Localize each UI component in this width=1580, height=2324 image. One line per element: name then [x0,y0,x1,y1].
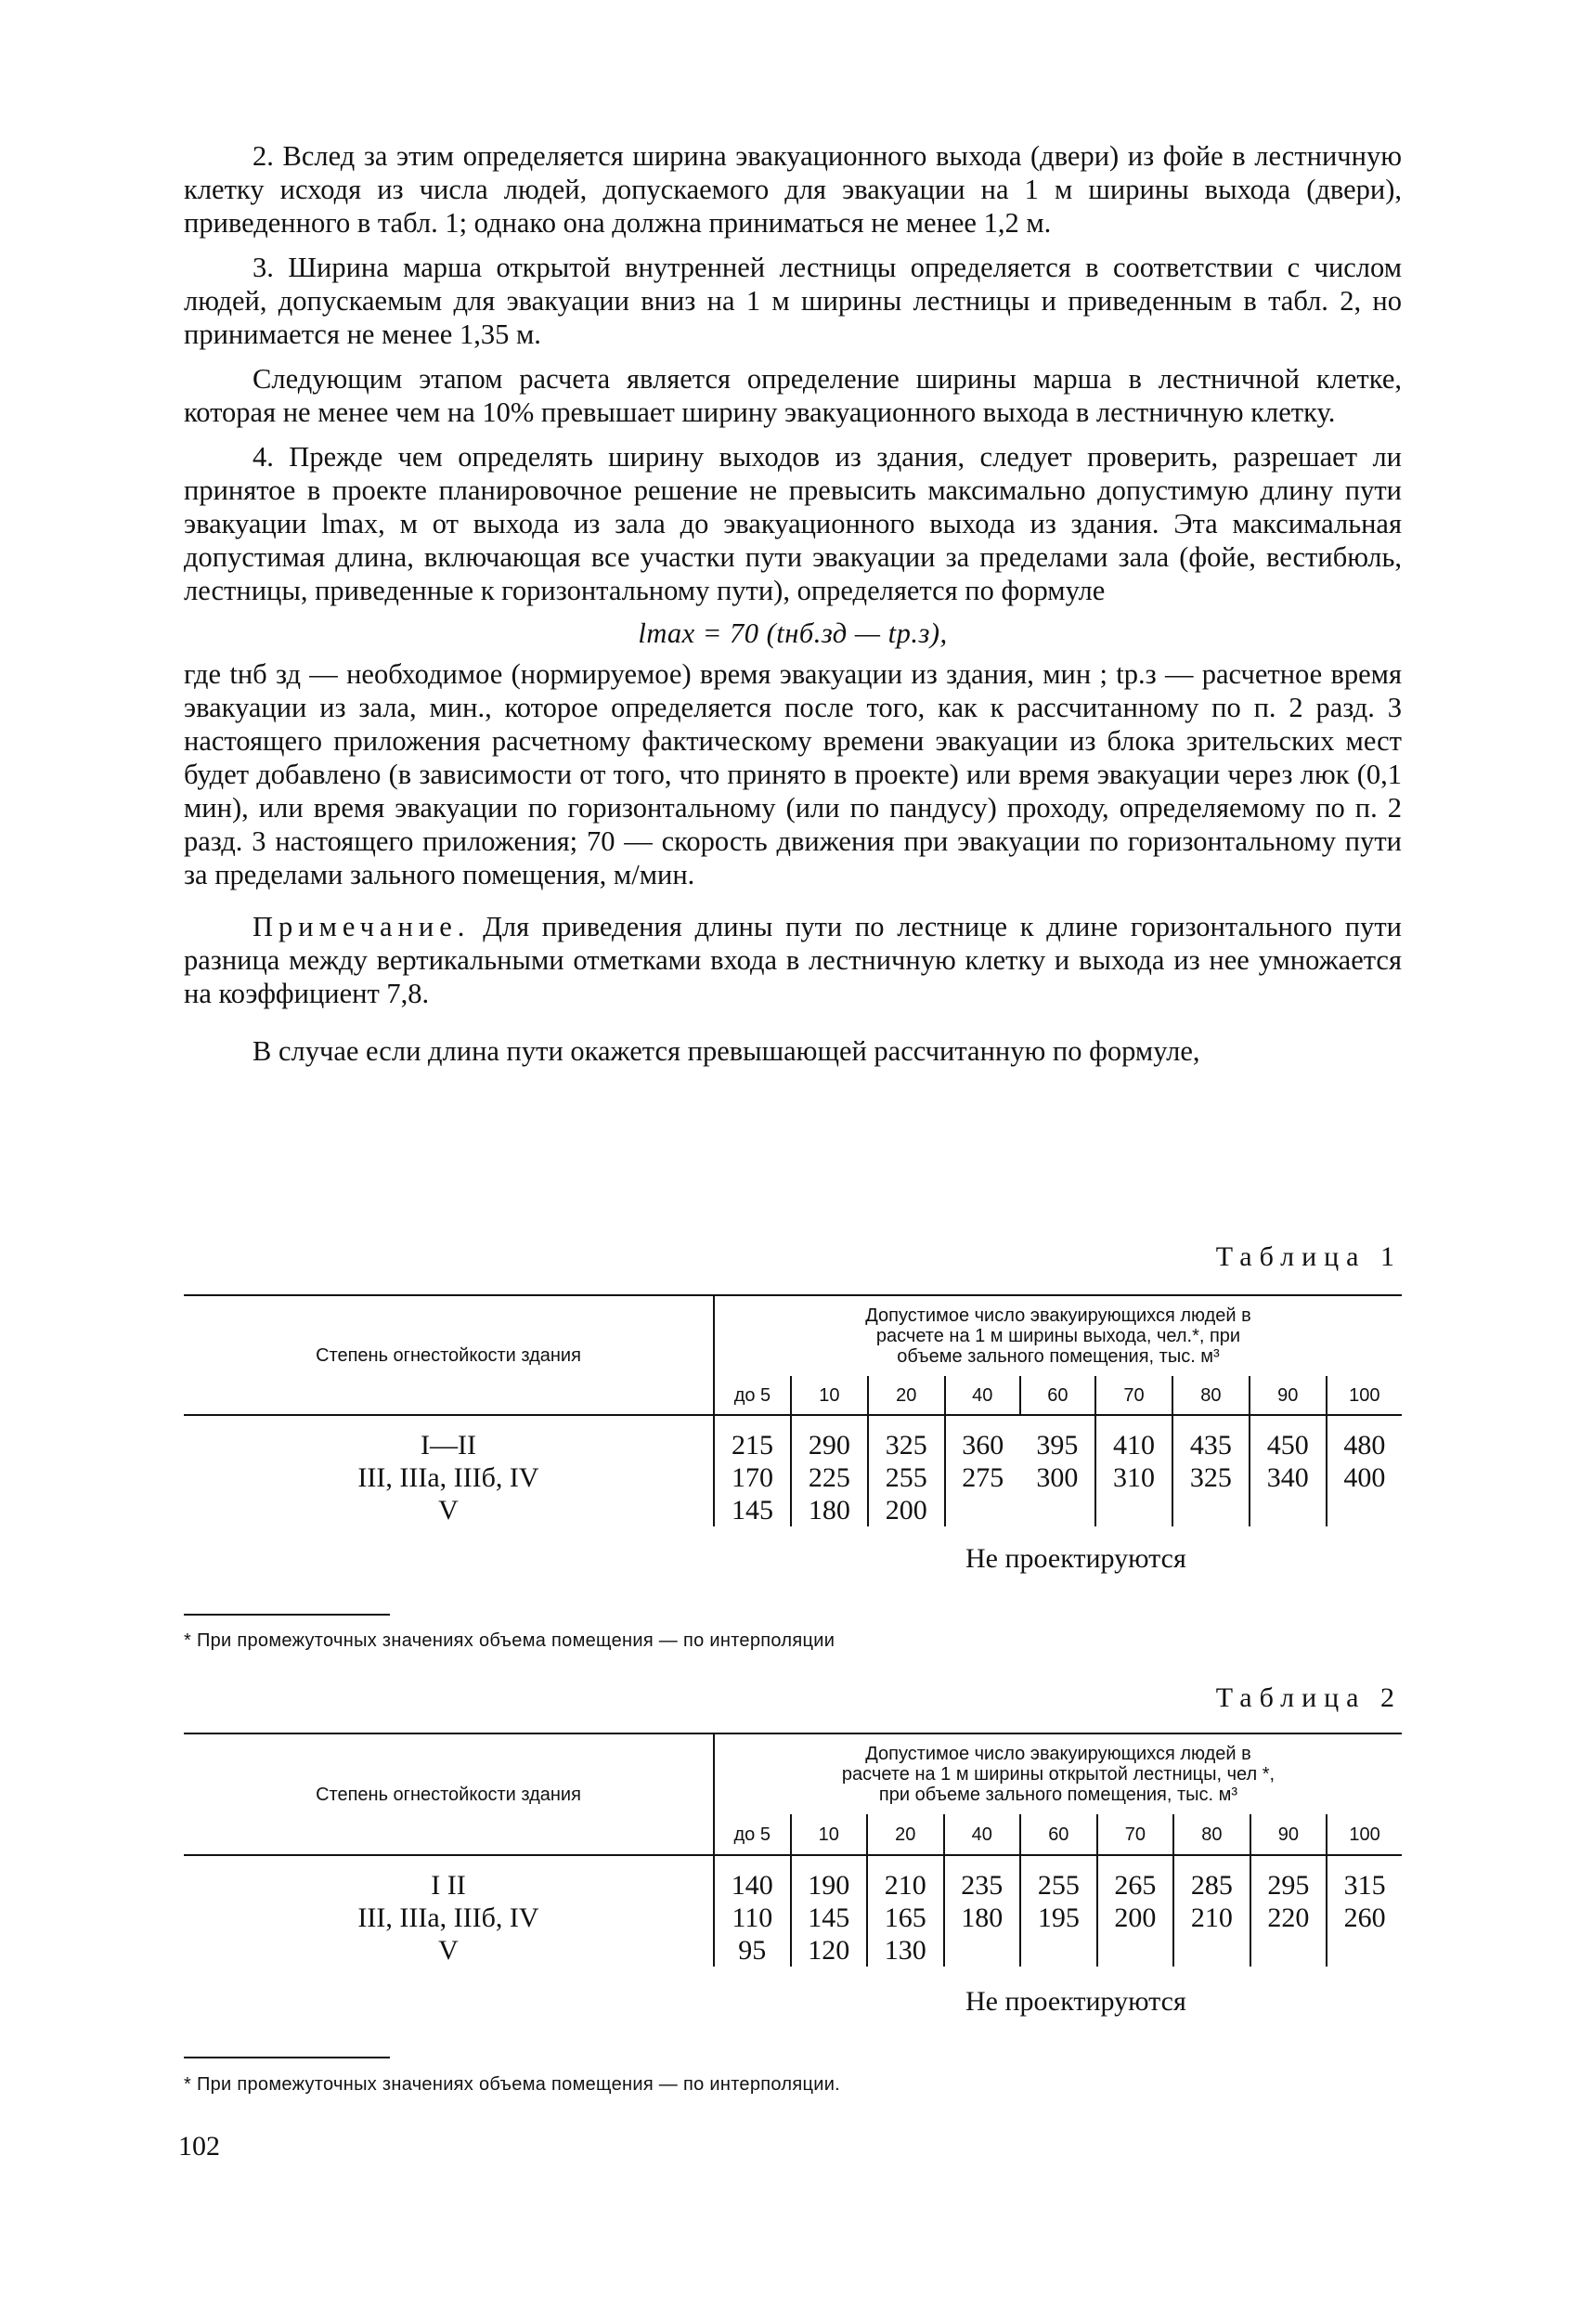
table1-column-values [1250,1415,1327,1526]
table2-col-header: 40 [944,1814,1021,1855]
table1-col-header: 10 [791,1376,868,1415]
body-text [184,139,1402,1068]
table1-caption: Таблица 1 [1215,1241,1402,1272]
table2-footnote: * При промежуточных значениях объема помещения — по интерполяции. [184,2074,841,2095]
table2-value: 180 [961,1902,1004,1933]
table2-caption: Таблица 2 [1215,1682,1402,1713]
table1-value: 410 [1112,1430,1155,1461]
table2-grade: V [438,1935,459,1966]
table2-value: 200 [1114,1902,1157,1933]
table1-grade-cell [184,1415,714,1526]
table1-value: 310 [1112,1462,1155,1493]
table2-col-header: до 5 [714,1814,791,1855]
table2-value: 190 [808,1870,850,1901]
table2-column-values [1020,1855,1097,1967]
table1-value: 450 [1266,1430,1309,1461]
table2-value: 210 [884,1870,926,1901]
table2-value: 95 [738,1935,767,1966]
table2-value: 145 [808,1902,850,1933]
table2-col-header: 90 [1250,1814,1327,1855]
table2-col-header: 80 [1173,1814,1250,1855]
table2-column-values [944,1855,1021,1967]
table2-value: 285 [1190,1870,1233,1901]
table2-value: 140 [731,1870,773,1901]
paragraph-last: В случае если длина пути окажется превышающей рассчитанную по формуле, [253,1035,1200,1067]
table1-value: 400 [1343,1462,1386,1493]
table2-value: 255 [1037,1870,1080,1901]
table1-value: 225 [808,1462,850,1493]
table1-value: 200 [885,1495,927,1526]
table1-column-values [1095,1415,1172,1526]
table2-value: 295 [1267,1870,1310,1901]
paragraph-2: 2. Вслед за этим определяется ширина эвакуационного выхода (двери) из фойе в лестничную клетку исходя из числа людей, допускаемого для эвакуации на 1 м ширины выхода (двери), приведенного в табл. 1; однако она должна приниматься не менее 1,2 м. [184,140,1402,239]
table1-col-header: 80 [1172,1376,1250,1415]
table2 [184,1733,1402,1967]
table1-grade: I—II [421,1430,476,1461]
table2-column-values [1097,1855,1174,1967]
table1-col-header: 60 [1020,1376,1095,1415]
table2-value: 315 [1343,1870,1386,1901]
table1-value: 275 [962,1462,1004,1493]
table1-col-header: 20 [868,1376,945,1415]
table2-col-header: 100 [1327,1814,1402,1855]
table1-value: 360 [962,1430,1004,1461]
table2-column-values [714,1855,791,1967]
table1-footnote-rule [184,1614,390,1616]
table1-value: 395 [1036,1430,1079,1461]
table2-column-values [1250,1855,1327,1967]
table1-col-header: до 5 [714,1376,791,1415]
table1-value: 340 [1266,1462,1309,1493]
table2-footnote-rule [184,2057,390,2058]
note-label: Примечание. [253,911,471,942]
table1-value: 325 [885,1430,927,1461]
table1-column-values [945,1415,1020,1526]
table2-group-header: Допустимое число эвакуирующихся людей в расчете на 1 м ширины открытой лестницы, чел *, при объеме зального помещения, тыс. м³ [714,1733,1402,1814]
table2-column-values [1173,1855,1250,1967]
formula-lmax: lmax = 70 (tнб.зд — tр.з), [638,617,948,649]
table1-value: 170 [731,1462,773,1493]
table1-grade: III, IIIa, IIIб, IV [357,1462,539,1493]
table1-column-values [714,1415,791,1526]
table2-col-header: 60 [1020,1814,1097,1855]
table1-not-designed: Не проектируются [965,1543,1186,1574]
table1-column-values [1020,1415,1095,1526]
table2-column-values [1327,1855,1402,1967]
table2-col-header: 10 [791,1814,868,1855]
table1-col-header: 100 [1327,1376,1402,1415]
table2-not-designed: Не проектируются [965,1986,1186,2017]
table1-value: 325 [1189,1462,1232,1493]
table1-group-header: Допустимое число эвакуирующихся людей в расчете на 1 м ширины выхода, чел.*, при объеме зального помещения, тыс. м³ [714,1295,1402,1376]
table2-value: 195 [1037,1902,1080,1933]
table1-value: 435 [1189,1430,1232,1461]
table2-value: 120 [808,1935,850,1966]
table2-column-values [791,1855,868,1967]
table2-value: 220 [1267,1902,1310,1933]
table1-grade-header: Степень огнестойкости здания [184,1295,714,1415]
table2-value: 210 [1190,1902,1233,1933]
paragraph-where: где tнб зд — необходимое (нормируемое) время эвакуации из здания, мин ; tр.з — расчетное время эвакуации из зала, мин., которое определяется после того, как к рассчитанному по п. 2 разд. 3 настоящего приложения расчетному фактическому времени эвакуации из блока зрительских мест будет добавлено (в зависимости от того, что принято в проекте) или время эвакуации через люк (0,1 мин), или время эвакуации по горизонтальному (или по пандусу) проходу, определяемому по п. 2 разд. 3 настоящего приложения; 70 — скорость движения при эвакуации по горизонтальному пути за пределами зального помещения, м/мин. [184,658,1402,890]
table1-col-header: 90 [1250,1376,1327,1415]
paragraph-3: 3. Ширина марша открытой внутренней лестницы определяется в соответствии с числом людей, допускаемым для эвакуации вниз на 1 м ширины лестницы и приведенным в табл. 2, но принимается не менее 1,35 м. [184,252,1402,350]
table2-value: 110 [732,1902,773,1933]
table1 [184,1294,1402,1526]
table2-value: 265 [1114,1870,1157,1901]
table1-value: 215 [731,1430,773,1461]
table1-column-values [868,1415,945,1526]
table1-value: 480 [1343,1430,1386,1461]
table1-value: 300 [1036,1462,1079,1493]
note-text: Для приведения длины пути по лестнице к длине горизонтального пути разница между вертикальными отметками входа в лестничную клетку и выхода из нее умножается на коэффициент 7,8. [184,911,1402,1009]
table2-grade: III, IIIa, IIIб, IV [357,1902,539,1933]
table2-value: 165 [884,1902,926,1933]
table2-value: 260 [1343,1902,1386,1933]
table2-value: 235 [961,1870,1004,1901]
table2-column-values [867,1855,944,1967]
table2-grade: I II [431,1870,466,1901]
table1-footnote: * При промежуточных значениях объема помещения — по интерполяции [184,1630,835,1651]
table1-column-values [1327,1415,1402,1526]
table1-column-values [791,1415,868,1526]
table2-col-header: 20 [867,1814,944,1855]
paragraph-note [184,910,1402,1010]
table2-value: 130 [884,1935,926,1966]
table2-grade-cell [184,1855,714,1967]
table1-col-header: 40 [945,1376,1020,1415]
table2-col-header: 70 [1097,1814,1174,1855]
table1-col-header: 70 [1095,1376,1172,1415]
table1-grade: V [438,1495,459,1526]
table1-value: 255 [885,1462,927,1493]
table1-column-values [1172,1415,1250,1526]
paragraph-next-stage: Следующим этапом расчета является определение ширины марша в лестничной клетке, которая не менее чем на 10% превышает ширину эвакуационного выхода в лестничную клетку. [184,363,1402,428]
table1-value: 180 [808,1495,850,1526]
table1-value: 145 [731,1495,773,1526]
table1-value: 290 [808,1430,850,1461]
page-number: 102 [178,2131,220,2162]
paragraph-4: 4. Прежде чем определять ширину выходов из здания, следует проверить, разрешает ли принятое в проекте планировочное решение не превысить максимально допустимую длину пути эвакуации lmax, м от выхода из зала до эвакуационного выхода из здания. Эта максимальная допустимая длина, включающая все участки пути эвакуации за пределами зала (фойе, вестибюль, лестницы, приведенные к горизонтальному пути), определяется по формуле [184,441,1402,606]
table2-grade-header: Степень огнестойкости здания [184,1733,714,1855]
